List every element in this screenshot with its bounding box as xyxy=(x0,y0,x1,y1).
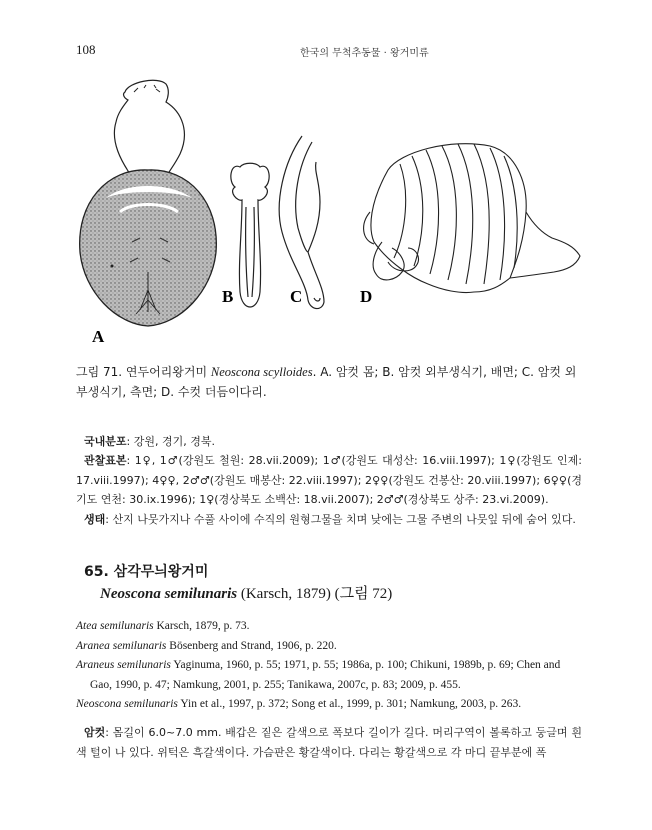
species-authority: (Karsch, 1879) (그림 72) xyxy=(237,586,393,602)
panel-label-b: B xyxy=(222,287,234,306)
ecology-label: 생태 xyxy=(84,513,106,526)
ecology-text: : 산지 나뭇가지나 수풀 사이에 수직의 원형그물을 치며 낮에는 그물 주변의 나뭇잎 뒤에 숨어 있다. xyxy=(105,513,576,526)
figure-caption xyxy=(76,362,582,402)
description-label: 암컷 xyxy=(84,726,106,739)
reference-taxon: Atea semilunaris xyxy=(76,620,154,632)
female-body-drawing xyxy=(80,80,217,326)
specimens-paragraph xyxy=(76,451,582,510)
distribution-paragraph xyxy=(76,432,582,452)
species-scientific-name xyxy=(100,582,392,603)
reference-entry xyxy=(76,695,582,715)
figure-71 xyxy=(70,62,590,352)
male-palp-drawing xyxy=(364,144,580,293)
reference-taxon: Araneus semilunaris xyxy=(76,659,171,671)
specimens-text: : 1♀, 1♂(강원도 철원: 28.vii.2009); 1♂(강원도 대성산: 16.viii.1997); 1♀(강원도 인제: 17.viii.1997); 4♀♀, 2♂♂(강원도 매봉산: 22.viii.1997); 2♀♀(강원도 건봉산: 20.viii.1997); 6♀♀(경기도 연천: 30.ix.1996); 1♀(경상북도 소백산: 18.vii.2007); 2♂♂(경상북도 상주: 23.vi.2009). xyxy=(76,454,582,506)
epigyne-lateral-drawing xyxy=(279,136,324,309)
reference-entry xyxy=(76,637,582,657)
description-text: : 몸길이 6.0~7.0 mm. 배갑은 짙은 갈색으로 폭보다 길이가 길다. 머리구역이 볼록하고 둥글며 흰색 털이 나 있다. 위턱은 흑갈색이다. 가슴판은 황갈색이다. 다리는 황갈색으로 각 마디 끝부분에 폭 xyxy=(76,726,582,759)
species-heading: 65. 삼각무늬왕거미 xyxy=(84,564,209,580)
panel-label-c: C xyxy=(290,287,303,306)
reference-citation: Bösenberg and Strand, 1906, p. 220. xyxy=(166,639,337,652)
caption-species: Neoscona scylloides xyxy=(210,365,313,379)
reference-entry xyxy=(76,656,582,695)
reference-taxon: Aranea semilunaris xyxy=(76,639,167,652)
panel-label-a: A xyxy=(92,327,105,346)
description-paragraph xyxy=(76,723,582,762)
epigyne-ventral-drawing xyxy=(231,163,269,307)
synonymy-references xyxy=(76,617,582,715)
distribution-text: : 강원, 경기, 경북. xyxy=(126,435,215,448)
panel-label-d: D xyxy=(360,287,373,306)
reference-citation: Yaginuma, 1960, p. 55; 1971, p. 55; 1986a, p. 100; Chikuni, 1989b, p. 69; Chen and Gao, 1990, p. 47; Namkung, 2001, p. 255; Tanikawa, 2007c, p. 83; 2009, p. 455. xyxy=(90,659,561,691)
reference-citation: Karsch, 1879, p. 73. xyxy=(153,620,250,632)
caption-rest: . A. 암컷 몸; B. 암컷 외부생식기, 배면; C. 암컷 외부생식기, 측면; D. 수컷 더듬이다리. xyxy=(76,365,577,399)
reference-taxon: Neoscona semilunaris xyxy=(76,698,178,710)
reference-citation: Yin et al., 1997, p. 372; Song et al., 1999, p. 301; Namkung, 2003, p. 263. xyxy=(177,698,522,710)
species-sci-name: Neoscona semilunaris xyxy=(100,586,238,602)
specimens-label: 관찰표본 xyxy=(84,454,127,467)
page-number: 108 xyxy=(76,42,96,57)
ecology-paragraph xyxy=(76,510,582,530)
reference-entry xyxy=(76,617,582,637)
distribution-label: 국내분포 xyxy=(84,435,127,448)
running-head: 한국의 무척추동물 · 왕거미류 xyxy=(300,48,429,59)
caption-prefix: 그림 71. 연두어리왕거미 xyxy=(76,365,211,379)
